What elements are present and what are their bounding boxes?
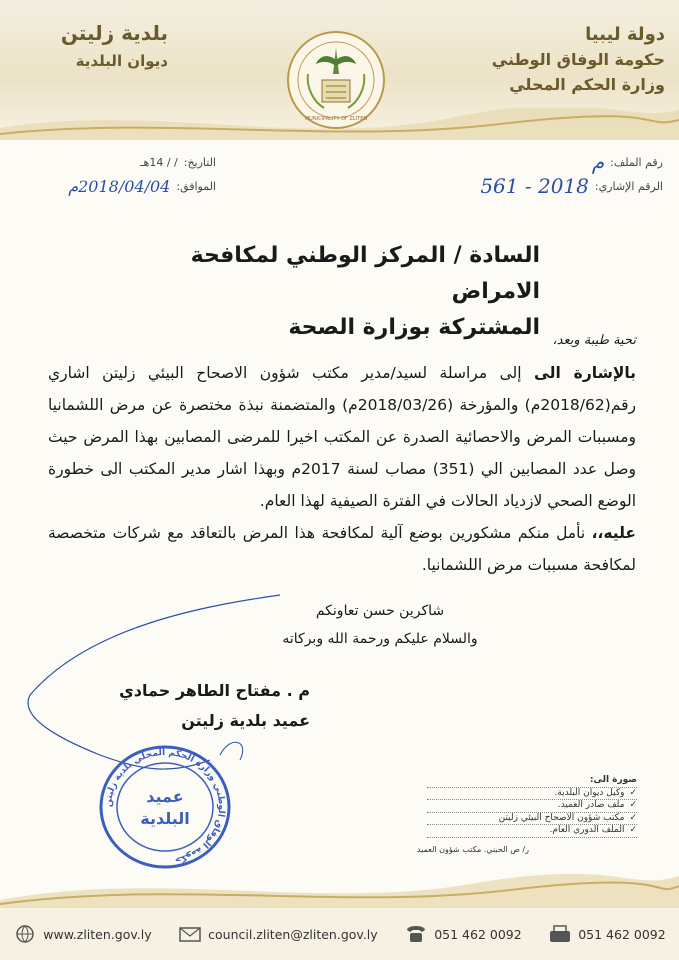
phone-item[interactable] [404, 924, 521, 944]
footer-swirl-decoration [0, 870, 679, 908]
paragraph-1-lead: بالإشارة الى [533, 364, 637, 382]
reference-number-value: 2018 - 561 [480, 174, 589, 198]
check-icon: ✓ [629, 825, 637, 835]
municipality-name: بلدية زليتن [60, 21, 168, 45]
list-item: ✓ وكيل ديوان البلدية. [427, 788, 637, 801]
copy-to-list [427, 775, 637, 838]
stamp-ring-text: حكومة الوفاق الوطني وزارة الحكم المحلي بلدية زليتن [103, 747, 227, 866]
website-text: www.zliten.gov.ly [43, 926, 152, 942]
check-icon: ✓ [629, 800, 637, 810]
file-number-label: رقم الملف: [610, 155, 663, 169]
reference-block [423, 150, 663, 198]
paragraph-2-text: نأمل منكم مشكورين بوضع آلية لمكافحة هذا المرض بالتعاقد مع شركات متخصصة لمكافحة مسببات مرض اللشمانيا. [48, 524, 636, 574]
gregorian-date-label: الموافق: [176, 179, 216, 193]
date-block [16, 150, 216, 198]
check-icon: ✓ [629, 812, 637, 823]
office-name: ديوان البلدية [75, 52, 168, 70]
fax-icon [548, 924, 572, 944]
list-item: ✓ ملف صادر العميد. [427, 800, 637, 813]
copy-to-title: صورة الى: [427, 775, 637, 788]
mail-icon [178, 924, 202, 944]
email-item[interactable] [178, 924, 378, 944]
official-stamp [96, 742, 234, 872]
header-left-block [18, 18, 168, 74]
file-number-value: م [591, 150, 605, 174]
paragraph-1-text: إلى مراسلة لسيد/مدير مكتب شؤون الاصحاح البيئي زليتن اشاري رقم(2018/62م) والمؤرخة (2018/03/26م) والمتضمنة نبذة مختصرة عن مرض اللشمانيا ومسببات المرض والاحصائية الصدرة عن المكتب اخيرا للمرضى المصابين بهذا المرض حيث وصل عدد المصابين الي (351) مصاب لسنة 2017م وبهذا اشار مدير المكتب الى خطورة الوضع الصحي لازدياد الحالات في الفترة الصيفية لهذا العام. [48, 364, 637, 510]
list-item: ✓ مكتب شؤون الاصحاح البيئي زليتن [427, 813, 637, 826]
website-item[interactable] [13, 924, 151, 944]
stamp-center-line-2: البلدية [140, 809, 190, 828]
check-icon: ✓ [629, 787, 637, 798]
stamp-center-line-1: عميد [146, 787, 184, 806]
header-right-block [445, 22, 665, 97]
ministry-name: وزارة الحكم المحلي [509, 75, 665, 94]
paragraph-2-lead: عليه،، [591, 524, 636, 542]
svg-text:حكومة الوفاق الوطني وزارة الح [104, 748, 226, 865]
fax-item[interactable] [548, 924, 665, 944]
date-label: التاريخ: [183, 155, 216, 169]
phone-icon [404, 924, 428, 944]
government-name: حكومة الوفاق الوطني [491, 50, 665, 69]
closing-thanks: شاكرين حسن تعاونكم [315, 603, 445, 619]
greeting: تحية طيبة وبعد، [552, 333, 636, 348]
paragraph-1 [48, 357, 636, 517]
reference-number-label: الرقم الإشاري: [594, 179, 663, 193]
municipality-seal-logo [286, 30, 386, 130]
phone-text: 051 462 0092 [434, 926, 522, 942]
footer-contact-bar [0, 908, 679, 960]
signatory-name: م . مفتاح الطاهر حمادي [119, 681, 310, 700]
paragraph-2 [48, 517, 636, 581]
copy-to-footnote: ر/ ص الحبني. مكتب شؤون العميد [416, 845, 529, 854]
fax-text: 051 462 0092 [578, 926, 666, 942]
hijri-date-value: / / 14هـ [140, 155, 178, 169]
signatory-title: عميد بلدية زليتن [181, 711, 310, 730]
addressee-line-1: السادة / المركز الوطني لمكافحة الامراض [190, 243, 540, 304]
globe-icon [13, 924, 37, 944]
closing-salutation: والسلام عليكم ورحمة الله وبركاته [282, 631, 478, 647]
letter-body [48, 325, 636, 581]
svg-text:MUNICIPALITY OF ZLITEN: MUNICIPALITY OF ZLITEN [304, 116, 368, 122]
email-text: council.zliten@zliten.gov.ly [208, 926, 378, 942]
list-item: ✓ الملف الدوري العام. [427, 825, 637, 838]
addressee-line-2: المشتركة بوزارة الصحة [288, 315, 540, 340]
gregorian-date-value: 2018/04/04م [68, 176, 171, 196]
state-name: دولة ليبيا [585, 24, 665, 45]
